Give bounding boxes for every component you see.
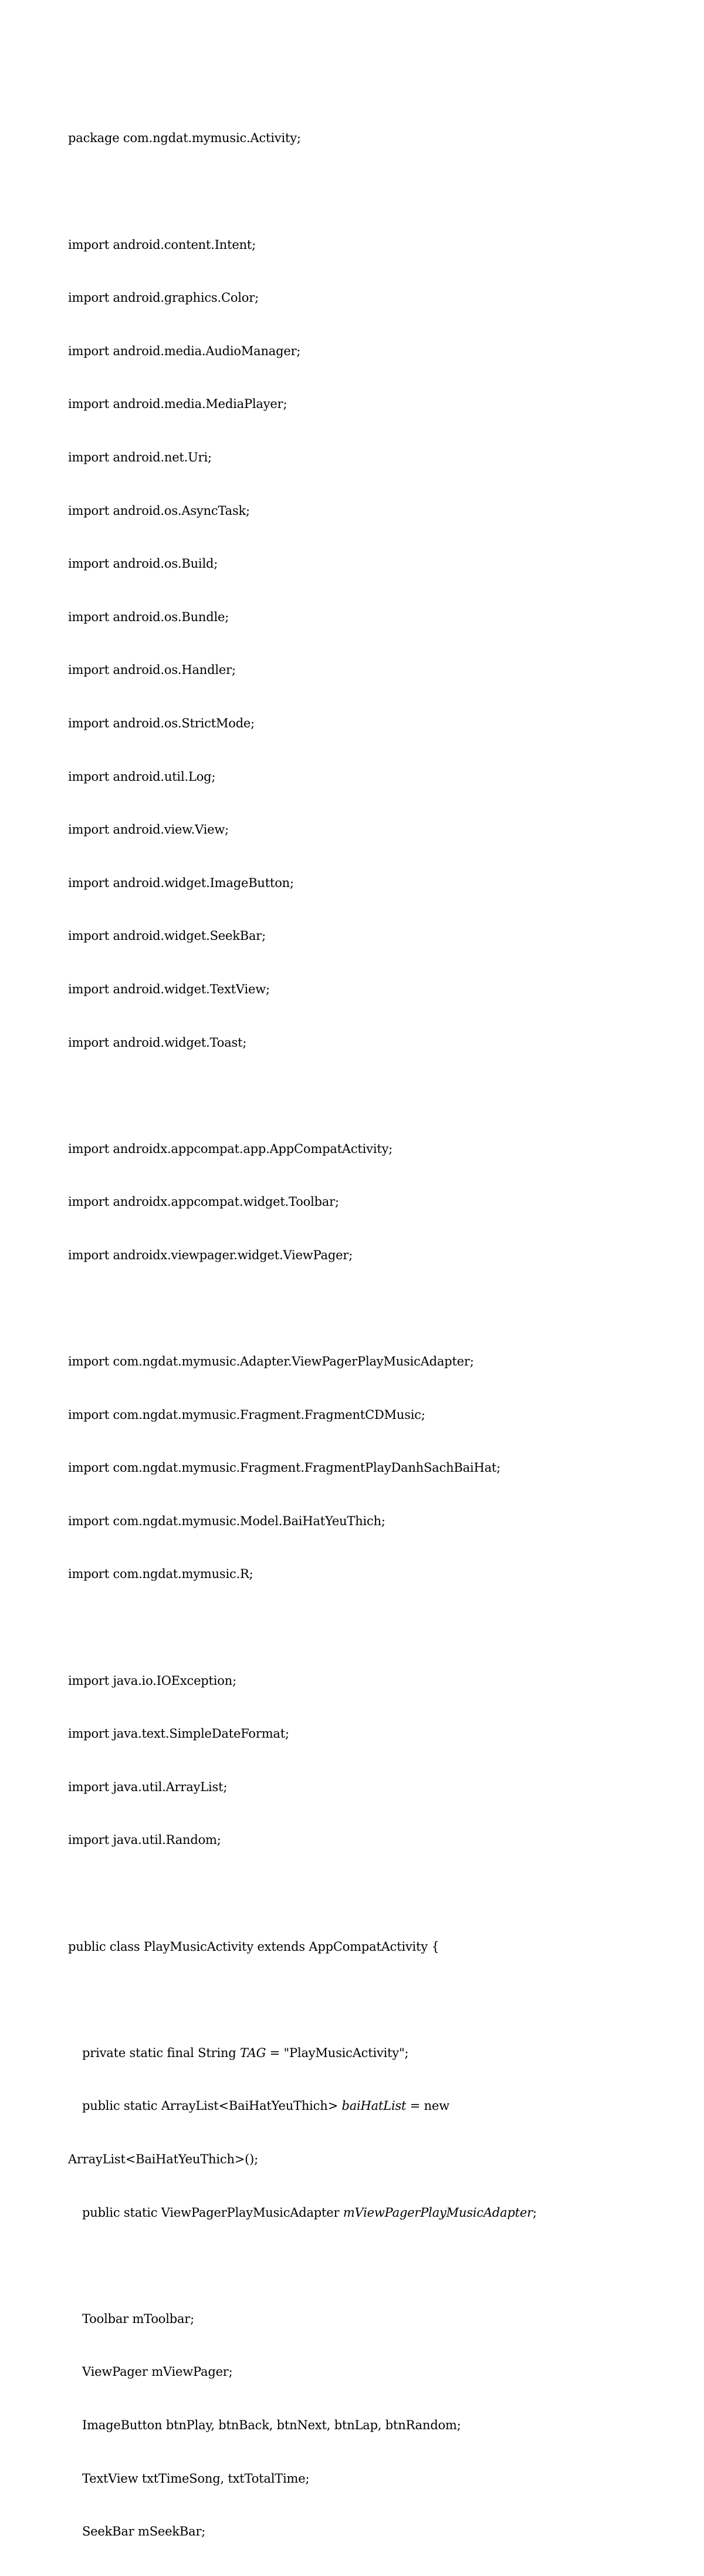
import-line: import androidx.appcompat.widget.Toolbar; bbox=[68, 1195, 339, 1209]
import-line: import android.os.Build; bbox=[68, 557, 218, 571]
import-line: import java.text.SimpleDateFormat; bbox=[68, 1727, 289, 1741]
import-line: import java.util.Random; bbox=[68, 1833, 221, 1847]
import-line: import android.widget.ImageButton; bbox=[68, 875, 294, 890]
field-line: TextView txtTimeSong, txtTotalTime; bbox=[82, 2471, 310, 2486]
import-line: import android.view.View; bbox=[68, 822, 229, 837]
import-line: import android.widget.Toast; bbox=[68, 1035, 247, 1050]
import-line: import android.widget.TextView; bbox=[68, 982, 270, 996]
blank-line bbox=[68, 1299, 655, 1317]
package-line: package com.ngdat.mymusic.Activity; bbox=[68, 131, 301, 146]
blank-line bbox=[68, 183, 655, 200]
code-listing bbox=[68, 94, 655, 2576]
blank-line bbox=[68, 1087, 655, 1104]
import-line: import java.io.IOException; bbox=[68, 1673, 236, 1688]
import-line: import android.os.Bundle; bbox=[68, 609, 229, 624]
tag-field-line bbox=[68, 2044, 655, 2062]
field-line: SeekBar mSeekBar; bbox=[82, 2524, 206, 2539]
list-field-name: baiHatList bbox=[341, 2099, 407, 2113]
import-line: import com.ngdat.mymusic.Adapter.ViewPagerPlayMusicAdapter; bbox=[68, 1354, 474, 1369]
import-line: import java.util.ArrayList; bbox=[68, 1779, 228, 1794]
blank-line bbox=[68, 2257, 655, 2274]
blank-line bbox=[68, 1619, 655, 1636]
blank-line bbox=[68, 1991, 655, 2008]
adapter-field-prefix: public static ViewPagerPlayMusicAdapter bbox=[82, 2205, 343, 2220]
import-line: import com.ngdat.mymusic.Model.BaiHatYeuThich; bbox=[68, 1513, 385, 1528]
import-line: import com.ngdat.mymusic.Fragment.FragmentCDMusic; bbox=[68, 1407, 425, 1422]
import-line: import android.graphics.Color; bbox=[68, 291, 259, 305]
adapter-field-name: mViewPagerPlayMusicAdapter bbox=[343, 2205, 533, 2220]
import-line: import android.content.Intent; bbox=[68, 237, 256, 252]
adapter-field-line bbox=[68, 2204, 655, 2221]
import-line: import android.os.Handler; bbox=[68, 663, 236, 677]
field-line: ImageButton btnPlay, btnBack, btnNext, btnLap, btnRandom; bbox=[82, 2417, 461, 2432]
import-line: import android.os.StrictMode; bbox=[68, 716, 255, 730]
adapter-field-suffix: ; bbox=[533, 2205, 537, 2220]
list-field-line bbox=[68, 2097, 655, 2115]
blank-line bbox=[68, 1884, 655, 1902]
import-line: import androidx.appcompat.app.AppCompatActivity; bbox=[68, 1141, 393, 1156]
class-declaration: public class PlayMusicActivity extends AppCompatActivity { bbox=[68, 1939, 439, 1954]
import-line: import com.ngdat.mymusic.Fragment.FragmentPlayDanhSachBaiHat; bbox=[68, 1461, 501, 1475]
list-field-continuation: ArrayList<BaiHatYeuThich>(); bbox=[68, 2152, 259, 2166]
import-line: import android.media.MediaPlayer; bbox=[68, 397, 287, 412]
field-line: ViewPager mViewPager; bbox=[82, 2365, 233, 2379]
tag-field-prefix: private static final String bbox=[82, 2045, 240, 2060]
list-field-suffix: = new bbox=[406, 2099, 449, 2113]
import-line: import android.util.Log; bbox=[68, 769, 216, 784]
field-line: Toolbar mToolbar; bbox=[82, 2311, 195, 2326]
tag-field-name: TAG bbox=[240, 2045, 266, 2060]
import-line: import com.ngdat.mymusic.R; bbox=[68, 1567, 253, 1582]
import-line: import android.os.AsyncTask; bbox=[68, 503, 250, 518]
import-line: import android.media.AudioManager; bbox=[68, 343, 301, 358]
import-line: import android.widget.SeekBar; bbox=[68, 929, 266, 943]
list-field-prefix: public static ArrayList<BaiHatYeuThich> bbox=[82, 2099, 342, 2113]
tag-field-suffix: = "PlayMusicActivity"; bbox=[266, 2045, 409, 2060]
import-line: import android.net.Uri; bbox=[68, 450, 212, 464]
import-line: import androidx.viewpager.widget.ViewPager; bbox=[68, 1247, 353, 1262]
